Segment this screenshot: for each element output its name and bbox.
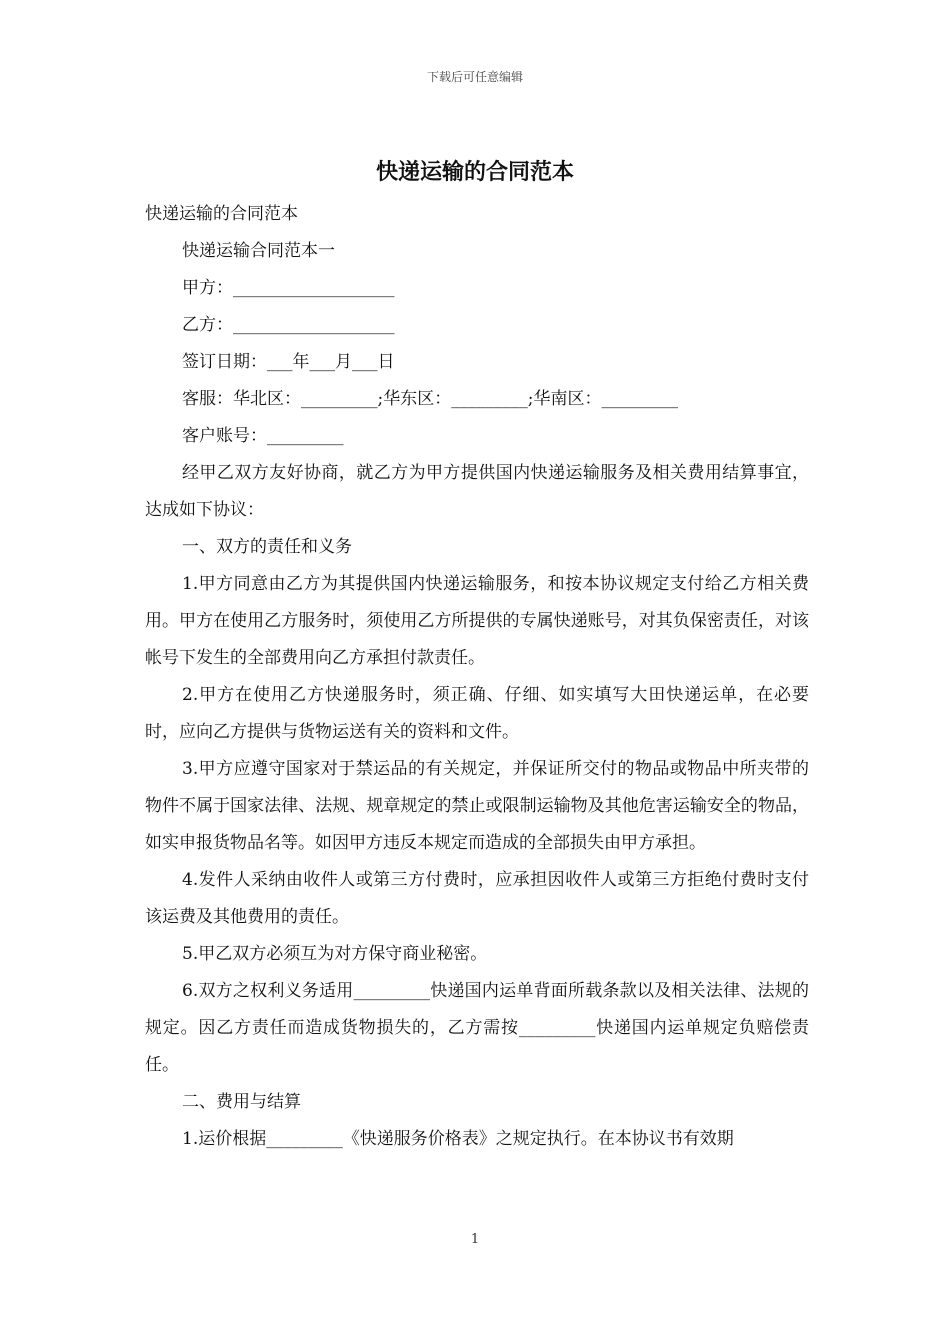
body-paragraph: 经甲乙双方友好协商，就乙方为甲方提供国内快递运输服务及相关费用结算事宜，达成如下协议： — [145, 463, 809, 520]
clause-paragraph: 3.甲方应遵守国家对于禁运品的有关规定，并保证所交付的物品或物品中所夹带的物件不属于国家法律、法规、规章规定的禁止或限制运输物及其他危害运输安全的物品，如实申报货物品名等。如因甲方违反本规定而造成的全部损失由甲方承担。 — [145, 759, 809, 853]
customer-service-field: 客服：华北区：_________;华东区：_________;华南区：_________ — [182, 389, 678, 409]
customer-account-field: 客户账号：_________ — [182, 426, 344, 446]
clause-paragraph: 6.双方之权利义务适用_________快递国内运单背面所载条款以及相关法律、法规的规定。因乙方责任而造成货物损失的，乙方需按_________快递国内运单规定负赔偿责任。 — [145, 981, 809, 1075]
clause-paragraph: 1.甲方同意由乙方为其提供国内快递运输服务，和按本协议规定支付给乙方相关费用。甲方在使用乙方服务时，须使用乙方所提供的专属快递账号，对其负保密责任，对该帐号下发生的全部费用向乙方承担付款责任。 — [145, 574, 809, 668]
clause-paragraph: 2.甲方在使用乙方快递服务时，须正确、仔细、如实填写大田快递运单，在必要时，应向乙方提供与货物运送有关的资料和文件。 — [145, 685, 809, 742]
document-title: 快递运输的合同范本 — [375, 160, 574, 185]
page-number: 1 — [470, 1232, 480, 1247]
document-body — [145, 196, 809, 1158]
section-heading: 一、双方的责任和义务 — [182, 537, 352, 557]
party-b-field: 乙方：___________________ — [182, 315, 395, 335]
header-note: 下载后可任意编辑 — [426, 70, 523, 84]
body-paragraph: 快递运输合同范本一 — [182, 241, 335, 261]
clause-paragraph: 4.发件人采纳由收件人或第三方付费时，应承担因收件人或第三方拒绝付费时支付该运费及其他费用的责任。 — [145, 870, 809, 927]
signing-date-field: 签订日期：___年___月___日 — [182, 352, 395, 372]
clause-paragraph: 5.甲乙双方必须互为对方保守商业秘密。 — [182, 944, 488, 964]
section-heading: 二、费用与结算 — [182, 1092, 301, 1112]
party-a-field: 甲方：___________________ — [182, 278, 395, 298]
clause-paragraph: 1.运价根据_________《快递服务价格表》之规定执行。在本协议书有效期 — [182, 1129, 734, 1149]
body-paragraph: 快递运输的合同范本 — [145, 204, 298, 224]
